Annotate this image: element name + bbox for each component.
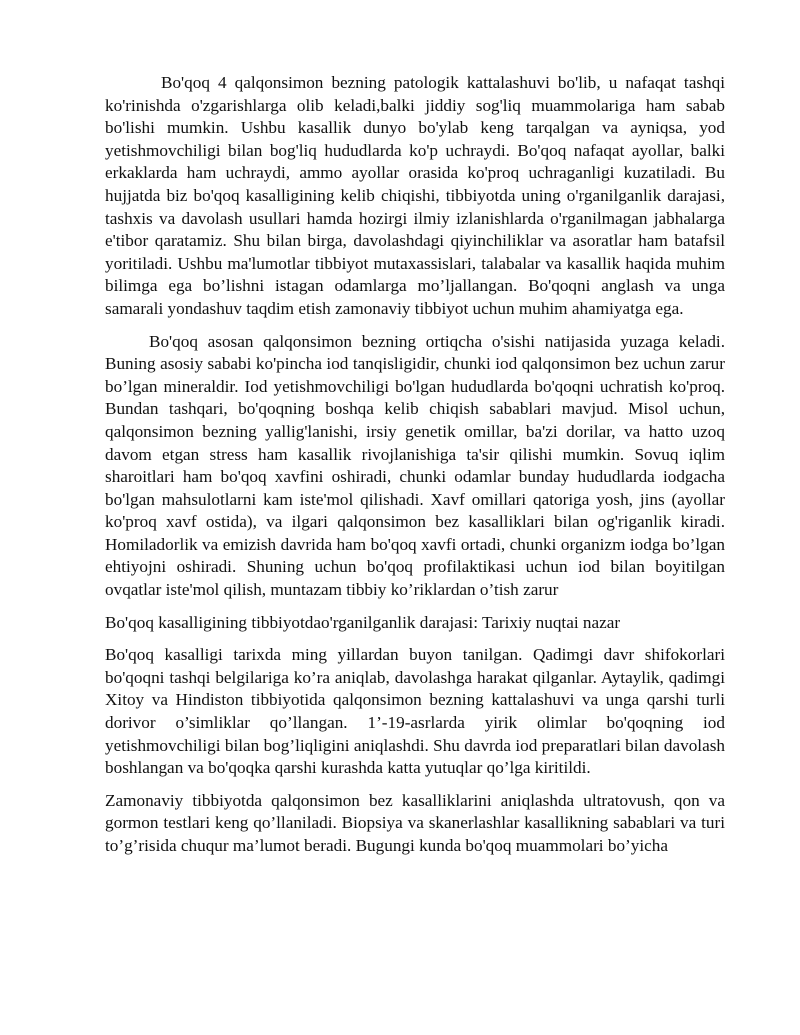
paragraph-history: Bo'qoq kasalligi tarixda ming yillardan buyon tanilgan. Qadimgi davr shifokorlari bo'qoqni tashqi belgilariga ko’ra aniqlab, davolashga harakat qilganlar. Aytaylik, qadimgi Xitoy va Hindiston tibbiyotida qalqonsimon bezning kattalashuvi va unga qarshi turli dorivor o’simliklar qo’llangan. 1’-19-asrlarda yirik olimlar bo'qoqning iod yetishmovchiligi bilan bog’liqligini aniqlashdi. Shu davrda iod preparatlari bilan davolash boshlangan va bo'qoqka qarshi kurashda katta yutuqlar qo’lga kiritildi. <box>105 645 725 778</box>
document-page <box>105 72 725 868</box>
paragraph-causes: Bo'qoq asosan qalqonsimon bezning ortiqcha o'sishi natijasida yuzaga keladi. Buning asosiy sababi ko'pincha iod tanqisligidir, chunki iod qalqonsimon bez uchun zarur bo’lgan mineraldir. Iod yetishmovchiligi bo'lgan hududlarda bo'qoqni uchratish ko'proq. Bundan tashqari, bo'qoqning boshqa kelib chiqish sabablari mavjud. Misol uchun, qalqonsimon bezning yallig'lanishi, irsiy genetik omillar, ba'zi dorilar, va hatto uzoq davom etgan stress ham kasallik rivojlanishiga ta'sir qilishi mumkin. Sovuq iqlim sharoitlari ham bo'qoq xavfini oshiradi, chunki odamlar bunday hududlarda iodgacha bo'lgan mahsulotlarni kam iste'mol qilishadi. Xavf omillari qatoriga yosh, jins (ayollar ko'proq xavf ostida), va ilgari qalqonsimon bez kasalliklari bilan og'riganlik kiradi. Homiladorlik va emizish davrida ham bo'qoq xavfi ortadi, chunki organizm iodga bo’lgan ehtiyojni oshiradi. Shuning uchun bo'qoq profilaktikasi uchun iod bilan boyitilgan ovqatlar iste'mol qilish, muntazam tibbiy ko’riklardan o’tish zarur <box>105 331 725 600</box>
paragraph-introduction: Bo'qoq 4 qalqonsimon bezning patologik kattalashuvi bo'lib, u nafaqat tashqi ko'rinishda o'zgarishlarga olib keladi,balki jiddiy sog'liq muammolariga ham sabab bo'lishi mumkin. Ushbu kasallik dunyo bo'ylab keng tarqalgan va ayniqsa, yod yetishmovchiligi bilan bog'liq hududlarda ko'p uchraydi. Bo'qoq nafaqat ayollar, balki erkaklarda ham uchraydi, ammo ayollar orasida ko'proq uchraganligi kuzatiladi. Bu hujjatda biz bo'qoq kasalligining kelib chiqishi, tibbiyotda uning o'rganilganlik darajasi, tashxis va davolash usullari hamda hozirgi ilmiy izlanishlarda o'rganilmagan jabhalarga e'tibor qaratamiz. Shu bilan birga, davolashdagi qiyinchiliklar va asoratlar ham batafsil yoritiladi. Ushbu ma'lumotlar tibbiyot mutaxassislari, talabalar va kasallik haqida muhim bilimga ega bo’lishni istagan odamlarga mo’ljallangan. Bo'qoqni anglash va unga samarali yondashuv taqdim etish zamonaviy tibbiyot uchun muhim ahamiyatga ega. <box>105 73 725 318</box>
paragraph-modern-medicine: Zamonaviy tibbiyotda qalqonsimon bez kasalliklarini aniqlashda ultratovush, qon va gormon testlari keng qo’llaniladi. Biopsiya va skanerlashlar kasallikning sabablari va turi to’g’risida chuqur ma’lumot beradi. Bugungi kunda bo'qoq muammolari bo’yicha <box>105 790 725 855</box>
section-heading: Bo'qoq kasalligining tibbiyotdao'rganilganlik darajasi: Tarixiy nuqtai nazar <box>105 612 621 632</box>
